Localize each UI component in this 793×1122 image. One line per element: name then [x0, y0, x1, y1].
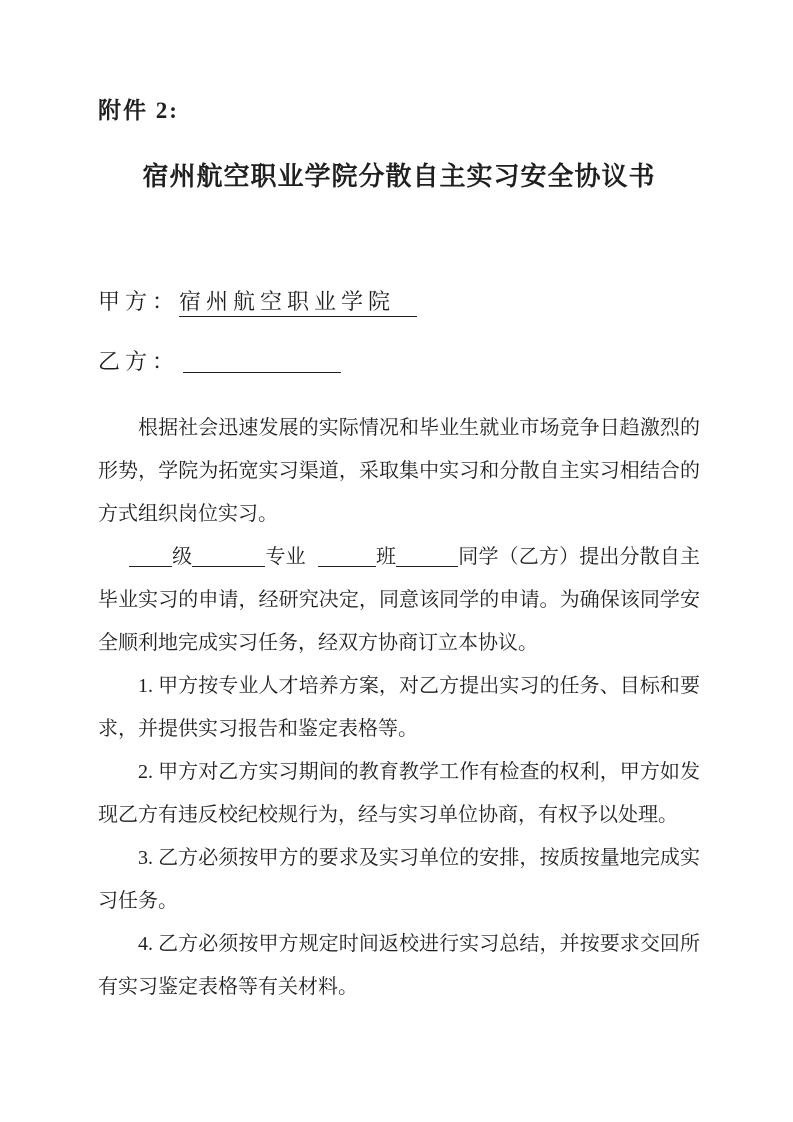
- clause-2: 2. 甲方对乙方实习期间的教育教学工作有检查的权利，甲方如发现乙方有违反校纪校规行为，经与实习单位协商，有权予以处理。: [98, 761, 700, 826]
- document-title: 宿州航空职业学院分散自主实习安全协议书: [142, 162, 656, 191]
- clause-1: 1. 甲方按专业人才培养方案，对乙方提出实习的任务、目标和要求，并提供实习报告和鉴定表格等。: [98, 675, 700, 740]
- intro-paragraph: 根据社会迅速发展的实际情况和毕业生就业市场竞争日趋激烈的形势，学院为拓宽实习渠道，采取集中实习和分散自主实习相结合的方式组织岗位实习。: [98, 417, 700, 525]
- party-b-label: 乙方：: [98, 349, 180, 374]
- application-paragraph: [98, 536, 700, 665]
- major-suffix-label: 专业: [265, 546, 306, 568]
- application-continuation-text: 同学（乙方）提出分散自主毕业实习的申请，经研究决定，同意该同学的申请。为确保该同学安全顺利地完成实习任务，经双方协商订立本协议。: [98, 546, 701, 654]
- class-suffix-label: 班: [375, 546, 397, 568]
- major-blank: [192, 564, 265, 567]
- clause-4: 4. 乙方必须按甲方规定时间返校进行实习总结，并按要求交回所有实习鉴定表格等有关材料。: [98, 933, 700, 998]
- clause-3: 3. 乙方必须按甲方的要求及实习单位的安排，按质按量地完成实习任务。: [98, 847, 700, 912]
- party-a-label: 甲方：: [98, 289, 180, 314]
- year-blank: [129, 564, 172, 567]
- party-b-name-blank: [183, 370, 341, 373]
- attachment-label: 附件 2:: [98, 98, 179, 123]
- party-b-line: [98, 348, 700, 376]
- grade-suffix-label: 级: [172, 546, 193, 568]
- party-a-line: [98, 288, 700, 316]
- student-name-blank: [396, 564, 458, 567]
- party-a-value: 宿州航空职业学院: [179, 289, 417, 317]
- class-blank: [318, 564, 376, 567]
- document-body: [98, 407, 700, 1009]
